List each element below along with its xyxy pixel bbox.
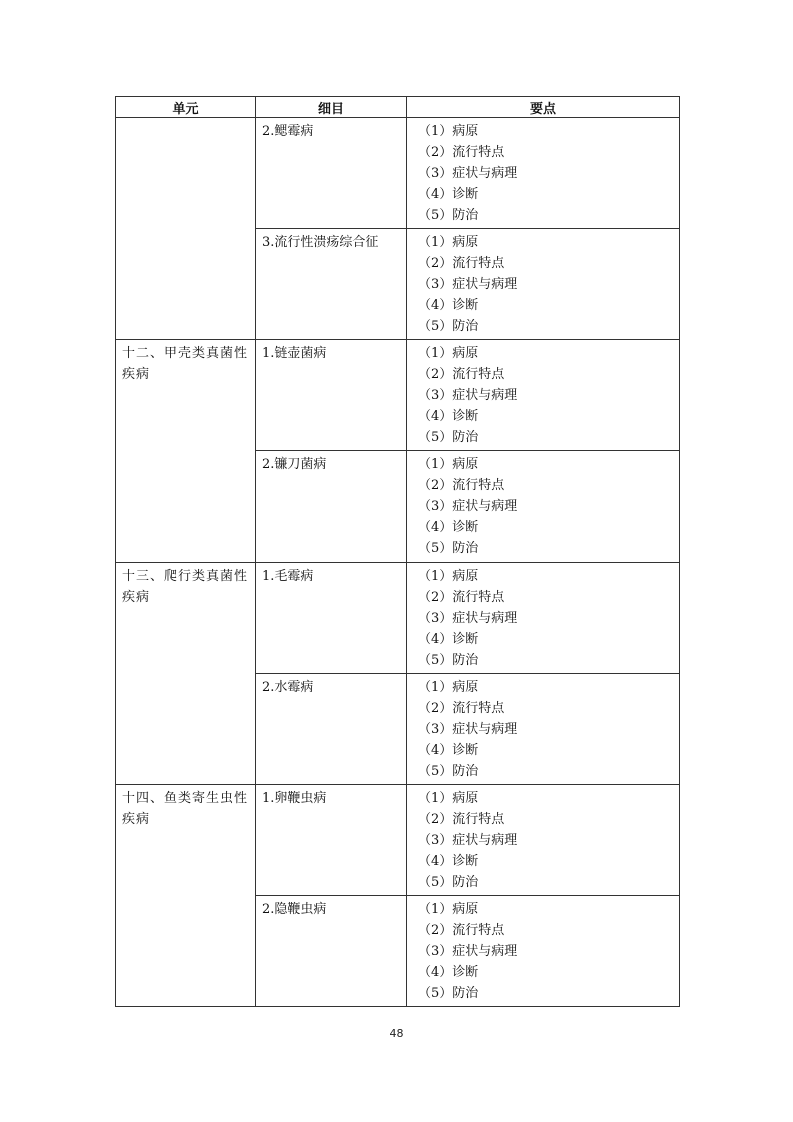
unit-name: 十四、鱼类寄生虫性疾病 <box>122 791 249 827</box>
points-cell <box>407 785 680 896</box>
unit-name: 十二、甲壳类真菌性疾病 <box>122 346 249 382</box>
point-item: （1）病原 <box>418 235 479 250</box>
point-item: （2）流行特点 <box>418 145 505 160</box>
point-item: （2）流行特点 <box>418 923 505 938</box>
points-cell <box>407 340 680 451</box>
point-item: （2）流行特点 <box>418 478 505 493</box>
point-item: （1）病原 <box>418 457 479 472</box>
table-row <box>116 340 680 451</box>
point-item: （4）诊断 <box>418 187 479 202</box>
points-cell <box>407 674 680 785</box>
point-item: （1）病原 <box>418 680 479 695</box>
point-item: （2）流行特点 <box>418 367 505 382</box>
unit-cell <box>116 563 256 785</box>
point-item: （5）防治 <box>418 430 479 445</box>
points-list <box>407 118 679 226</box>
points-list <box>407 785 679 893</box>
point-item: （2）流行特点 <box>418 701 505 716</box>
point-item: （1）病原 <box>418 124 479 139</box>
point-item: （5）防治 <box>418 208 479 223</box>
item-name: 1.卵鞭虫病 <box>262 791 327 806</box>
points-list <box>407 451 679 559</box>
point-item: （3）症状与病理 <box>418 499 518 514</box>
points-cell <box>407 451 680 563</box>
item-name: 2.镰刀菌病 <box>262 457 327 472</box>
point-item: （3）症状与病理 <box>418 833 518 848</box>
header-points: 要点 <box>407 97 680 118</box>
unit-cell <box>116 118 256 340</box>
points-list <box>407 896 679 1004</box>
table-row <box>116 118 680 229</box>
item-cell <box>256 785 407 896</box>
table-row <box>116 563 680 674</box>
point-item: （4）诊断 <box>418 520 479 535</box>
item-name: 1.毛霉病 <box>262 569 314 584</box>
point-item: （5）防治 <box>418 875 479 890</box>
points-cell <box>407 896 680 1007</box>
header-item: 细目 <box>256 97 407 118</box>
points-list <box>407 229 679 337</box>
point-item: （1）病原 <box>418 569 479 584</box>
item-name: 2.鳃霉病 <box>262 124 314 139</box>
item-cell <box>256 229 407 340</box>
point-item: （4）诊断 <box>418 298 479 313</box>
point-item: （3）症状与病理 <box>418 722 518 737</box>
point-item: （2）流行特点 <box>418 812 505 827</box>
table-header-row <box>116 97 680 118</box>
point-item: （5）防治 <box>418 986 479 1001</box>
point-item: （1）病原 <box>418 346 479 361</box>
point-item: （4）诊断 <box>418 632 479 647</box>
unit-name <box>116 118 255 121</box>
points-list <box>407 674 679 782</box>
point-item: （1）病原 <box>418 791 479 806</box>
table-row <box>116 785 680 896</box>
point-item: （3）症状与病理 <box>418 277 518 292</box>
point-item: （5）防治 <box>418 319 479 334</box>
points-cell <box>407 229 680 340</box>
point-item: （1）病原 <box>418 902 479 917</box>
item-cell <box>256 563 407 674</box>
syllabus-table <box>115 96 680 1007</box>
point-item: （4）诊断 <box>418 743 479 758</box>
page-number: 48 <box>389 1027 404 1040</box>
item-cell <box>256 451 407 563</box>
point-item: （3）症状与病理 <box>418 388 518 403</box>
item-name: 3.流行性溃疡综合征 <box>262 235 379 250</box>
point-item: （4）诊断 <box>418 854 479 869</box>
item-cell <box>256 340 407 451</box>
point-item: （3）症状与病理 <box>418 611 518 626</box>
points-cell <box>407 563 680 674</box>
unit-cell <box>116 340 256 563</box>
header-unit: 单元 <box>116 97 256 118</box>
point-item: （3）症状与病理 <box>418 944 518 959</box>
point-item: （5）防治 <box>418 541 479 556</box>
item-name: 2.水霉病 <box>262 680 314 695</box>
point-item: （2）流行特点 <box>418 256 505 271</box>
item-cell <box>256 896 407 1007</box>
point-item: （4）诊断 <box>418 409 479 424</box>
unit-name: 十三、爬行类真菌性疾病 <box>122 569 249 605</box>
unit-cell <box>116 785 256 1007</box>
item-name: 2.隐鞭虫病 <box>262 902 327 917</box>
points-list <box>407 563 679 671</box>
item-cell <box>256 118 407 229</box>
point-item: （3）症状与病理 <box>418 166 518 181</box>
point-item: （2）流行特点 <box>418 590 505 605</box>
item-cell <box>256 674 407 785</box>
item-name: 1.链壶菌病 <box>262 346 327 361</box>
point-item: （5）防治 <box>418 764 479 779</box>
point-item: （5）防治 <box>418 653 479 668</box>
points-list <box>407 340 679 448</box>
points-cell <box>407 118 680 229</box>
point-item: （4）诊断 <box>418 965 479 980</box>
